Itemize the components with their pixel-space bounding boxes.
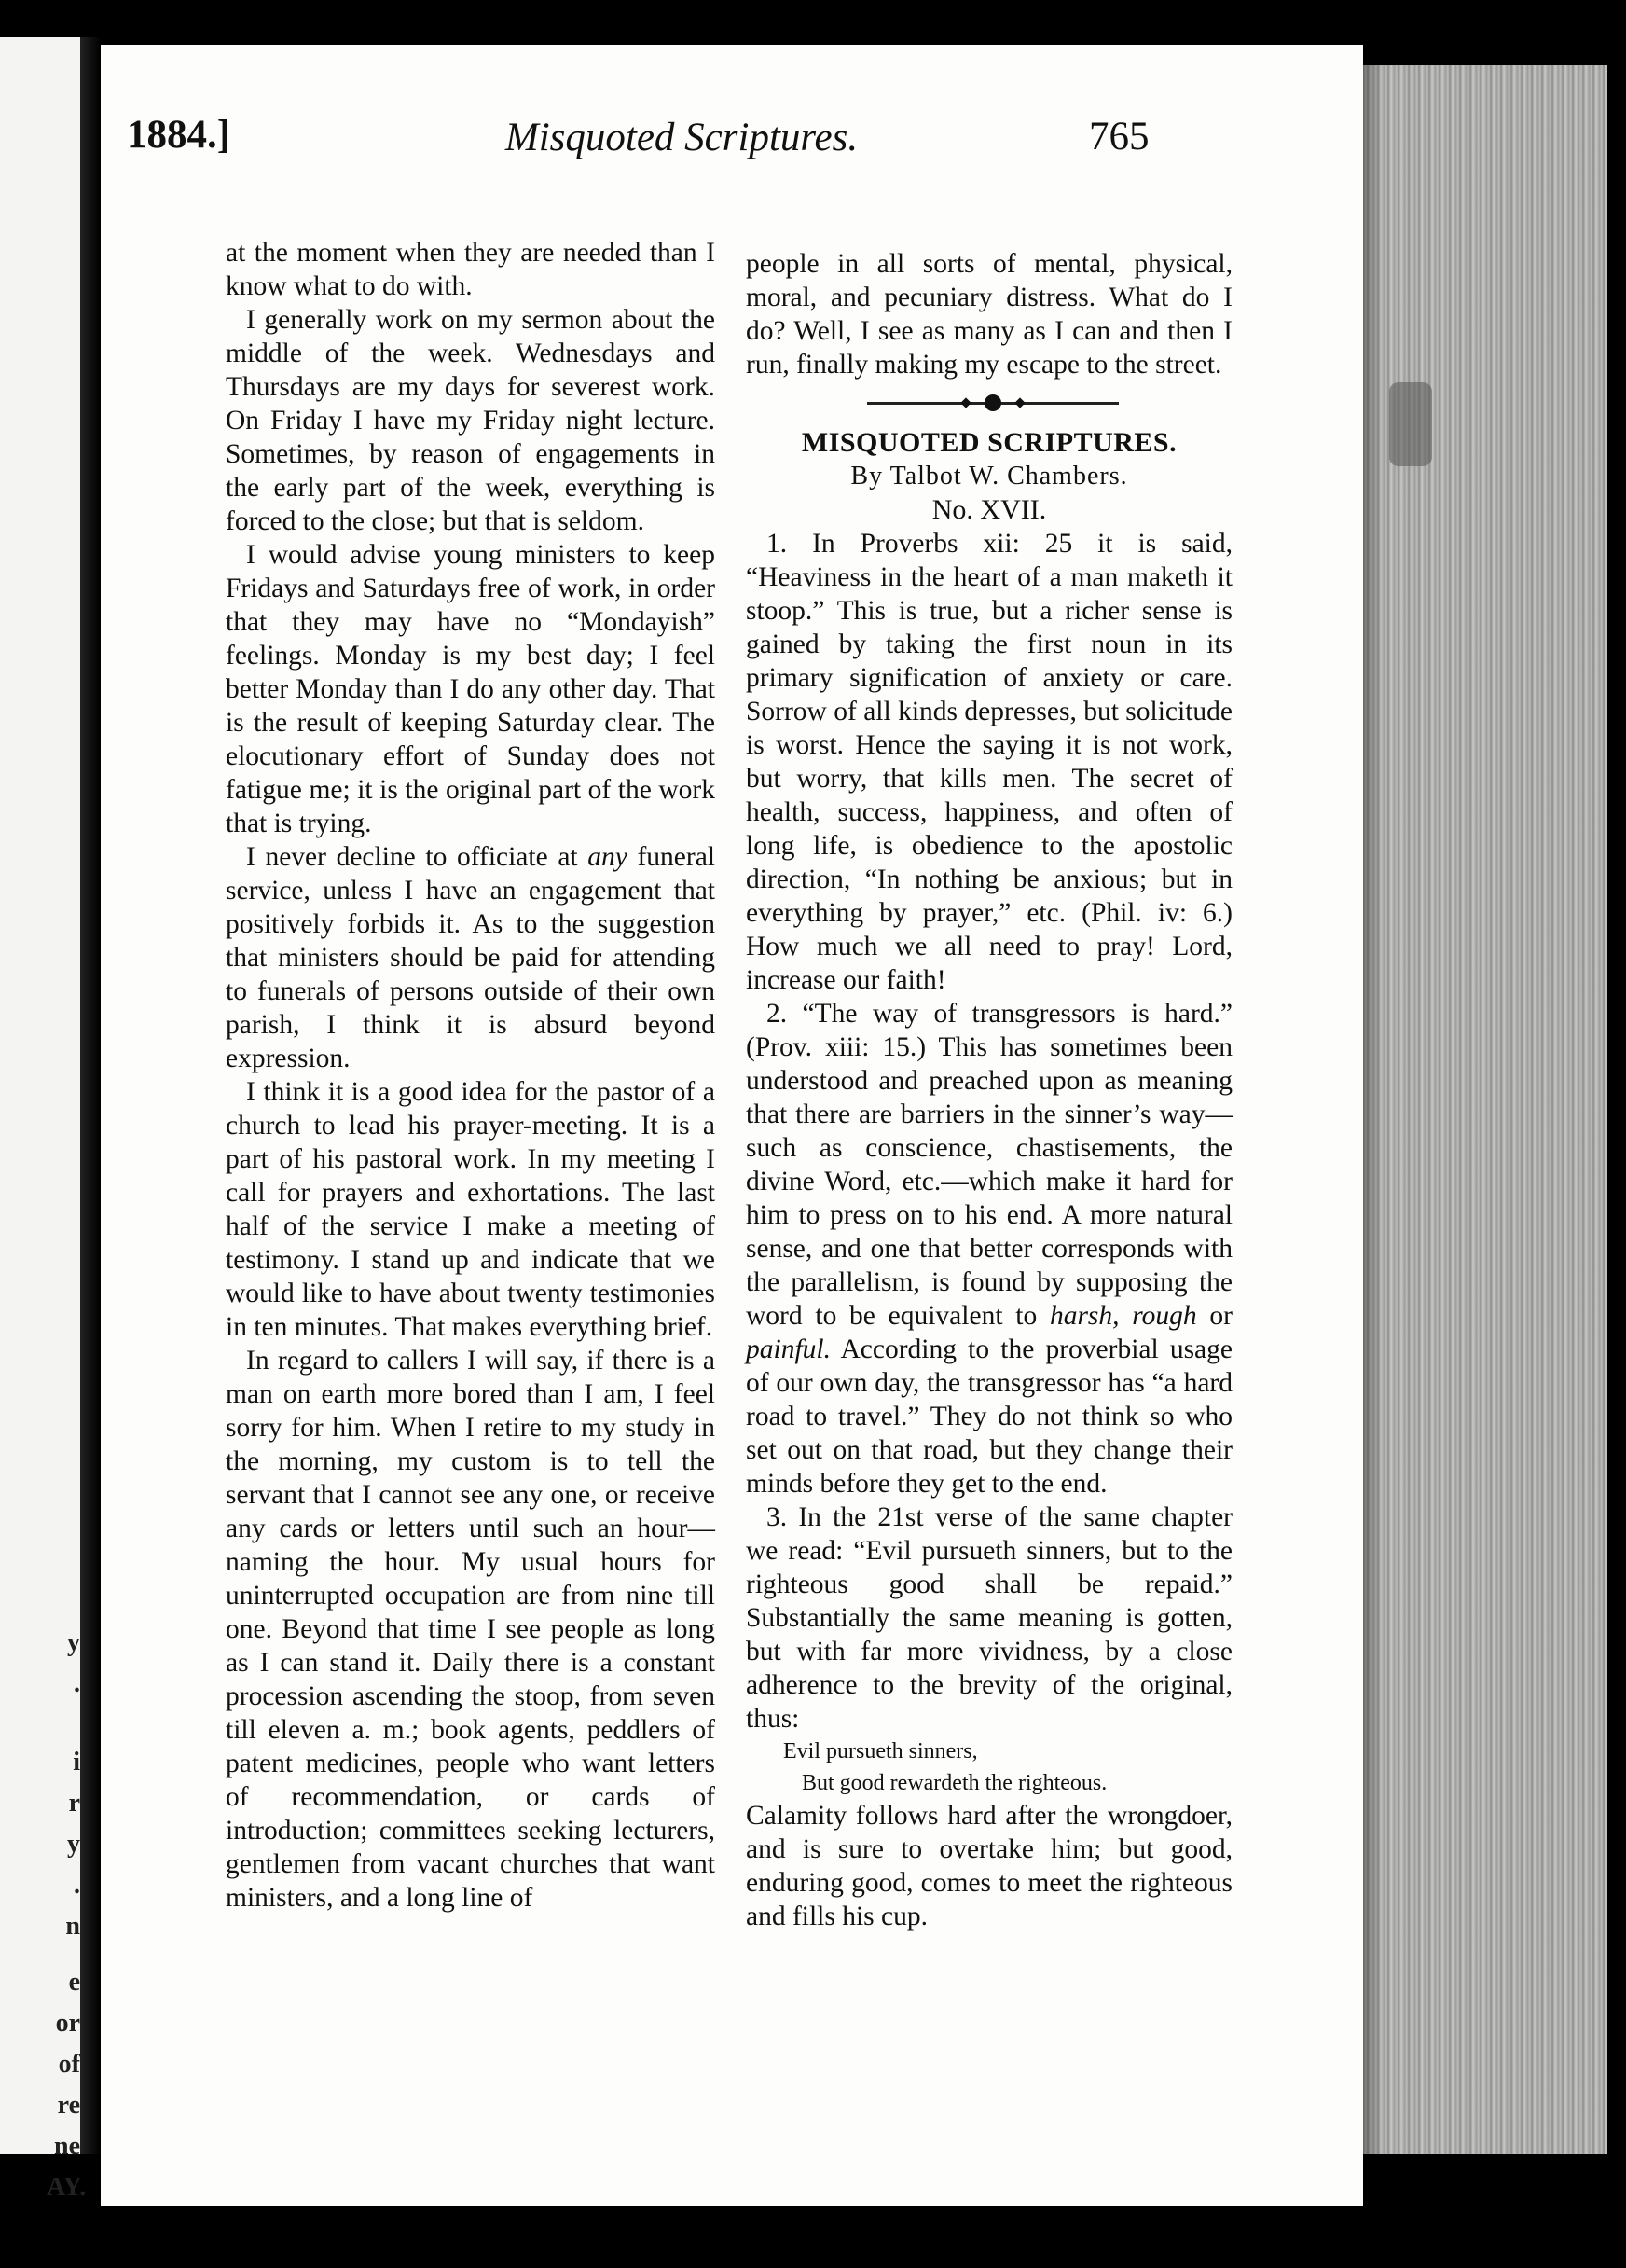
fragment: e [68,1968,80,1997]
verse-quote [746,1736,1233,1799]
running-title: Misquoted Scriptures. [504,116,859,159]
text-run: or [1196,1301,1233,1331]
text-run: According to the proverbial usage of our own day, the transgressor has “a hard road to travel.” They do not think so who set out on that road, but they change their minds before they get to the end. [746,1335,1233,1499]
fragment: n [65,1912,80,1941]
paragraph: at the moment when they are needed than I know what to do with. [226,238,715,301]
fragment: . [74,1669,80,1698]
emphasis: painful. [746,1335,831,1364]
paragraph: I would advise young ministers to keep Fridays and Saturdays free of work, in order that they may have no “Mondayish” feelings. Monday is my best day; I feel better Monday than I do any other day. That is the result of keeping Saturday clear. The elocutionary effort of Sunday does not fatigue me; it is the original part of the work that is trying. [226,540,715,838]
paragraph: I think it is a good idea for the pastor of a church to lead his prayer-meeting. It is a part of his pastoral work. In my meeting I call for prayers and exhortations. The last half of the service I make a meeting of testimony. I stand up and indicate that we would like to have about twenty testimonies in ten minutes. That makes everything brief. [226,1077,715,1342]
text-run: I never decline to officiate at [246,842,588,872]
fragment: . [74,1871,80,1900]
facing-page-fragments [47,1623,87,2208]
fragment: re [57,2091,80,2120]
text-run: 2. “The way of transgressors is hard.” (Prov. xiii: 15.) This has sometimes been understood and preached upon as meaning that there are barriers in the sinner’s way—such as conscience, chastisements, the divine Word, etc.—which make it hard for him to press on to his end. A more natural sense, and one that better corresponds with the parallelism, is found by supposing the word to be equivalent to [746,999,1233,1331]
item-lead: 1. In [766,529,835,559]
ornamental-rule [746,381,1233,426]
fragment: r [68,1789,80,1818]
text-run: funeral service, unless I have an engagement that positively forbids it. As to the suggestion that ministers should be paid for attending to funerals of persons outside of their own parish, I think it is absurd beyond expression. [226,842,716,1073]
fragment: or [55,2009,80,2038]
ink-blot [1389,382,1432,466]
fragment: i [73,1748,80,1777]
article-author: By Talbot W. Chambers. [850,462,1128,491]
fragment: of [58,2050,80,2079]
article-title: MISQUOTED SCRIPTURES. [801,427,1178,458]
page-stack-shadow [1363,65,1384,2154]
paragraph [226,840,715,1075]
paragraph: people in all sorts of mental, physical, moral, and pecuniary distress. What do I do? Well, I see as many as I can and then I run, finally making my escape to the street. [746,249,1233,380]
article-number: No. XVII. [931,494,1047,525]
fragment: ne [54,2132,80,2161]
paragraph [746,527,1233,997]
left-column [226,236,715,1915]
paragraph: Calamity follows hard after the wrongdoer, and is sure to overtake him; but good, enduring good, comes to meet the righteous and fills his cup. [746,1801,1233,1931]
emphasis: any [587,842,627,872]
paragraph: In regard to callers I will say, if there is a man on earth more bored than I am, I feel sorry for him. When I retire to my study in the morning, my custom is to tell the servant that I cannot see any one, or receive any cards or letters until such an hour—naming the hour. My usual hours for uninterrupted occupation are from nine till one. Beyond that time I see people as long as I can stand it. Daily there is a constant procession ascending the stoop, from seven till eleven a. m.; book agents, peddlers of patent medicines, people who want letters of recommendation, or cards of introduction; committees seeking lecturers, gentlemen from vacant churches that want ministers, and a long line of [226,1346,715,1913]
fragment: AY. [47,2173,87,2202]
paragraph: I generally work on my sermon about the middle of the week. Wednesdays and Thursdays are my days for severest work. On Friday I have my Friday night lecture. Sometimes, by reason of engagements in the early part of the week, everything is forced to the close; but that is seldom. [226,305,715,536]
gutter-shadow [80,37,101,2154]
fragment: y [67,1830,80,1859]
page-stack-edge [1363,65,1607,2154]
fragment: y [67,1628,80,1657]
verse-line: But good rewardeth the righteous. [802,1771,1108,1795]
paragraph [746,997,1233,1500]
page-number: 765 [1089,115,1150,159]
paragraph: 3. In the 21st verse of the same chapter we read: “Evil pursueth sinners, but to the righteous good shall be repaid.” Substantially the same meaning is gotten, but with far more vividness, by a close adherence to the brevity of the original, thus: [746,1502,1233,1734]
text-run: Proverbs xii: 25 it is said, “Heaviness in the heart of a man maketh it stoop.” This is true, but a richer sense is gained by taking the first noun in its primary signification of anxiety or care. Sorrow of all kinds depresses, but solicitude is worst. Hence the saying it is not work, but worry, that kills men. The secret of health, success, happiness, and often of long life, is obedience to the apostolic direction, “In nothing be anxious; but in everything by prayer,” etc. (Phil. iv: 6.) How much we all need to pray! Lord, increase our faith! [746,529,1233,995]
header-year: 1884.] [127,113,231,157]
emphasis: harsh, rough [1049,1301,1197,1331]
verse-line: Evil pursueth sinners, [783,1739,978,1763]
right-column [746,247,1233,1933]
